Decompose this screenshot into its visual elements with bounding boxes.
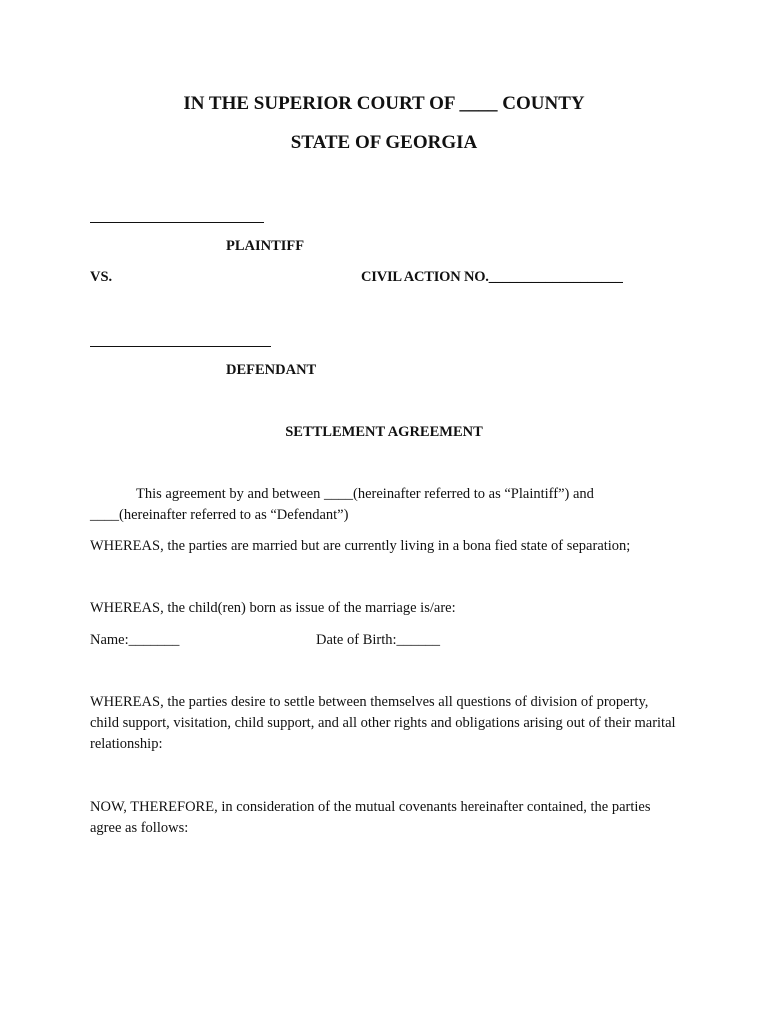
whereas-settle: WHEREAS, the parties desire to settle between themselves all questions of division of property, child support, visitation, child support, and all other rights and obligations arising out of their marital relationship:: [90, 694, 676, 752]
intro-line-1: This agreement by and between ____(hereinafter referred to as “Plaintiff”) and: [136, 486, 594, 502]
plaintiff-label: PLAINTIFF: [226, 238, 305, 254]
defendant-label: DEFENDANT: [226, 362, 317, 378]
versus-label: VS.: [90, 269, 113, 285]
child-name-field: Name:_______: [90, 632, 180, 648]
civil-action-number: CIVIL ACTION NO.___________________: [361, 269, 623, 285]
whereas-separation: WHEREAS, the parties are married but are currently living in a bona fied state of separation;: [90, 538, 631, 554]
state-heading: STATE OF GEORGIA: [290, 132, 478, 153]
intro-line-2: ____(hereinafter referred to as “Defendant”): [90, 507, 349, 523]
court-heading: IN THE SUPERIOR COURT OF ____ COUNTY: [183, 93, 585, 114]
agreement-title: SETTLEMENT AGREEMENT: [285, 424, 483, 440]
defendant-name-line: [90, 346, 271, 347]
child-dob-field: Date of Birth:______: [316, 632, 441, 648]
whereas-children: WHEREAS, the child(ren) born as issue of the marriage is/are:: [90, 600, 456, 616]
now-therefore: NOW, THEREFORE, in consideration of the mutual covenants hereinafter contained, the parties agree as follows:: [90, 799, 651, 836]
plaintiff-name-line: [90, 222, 264, 223]
